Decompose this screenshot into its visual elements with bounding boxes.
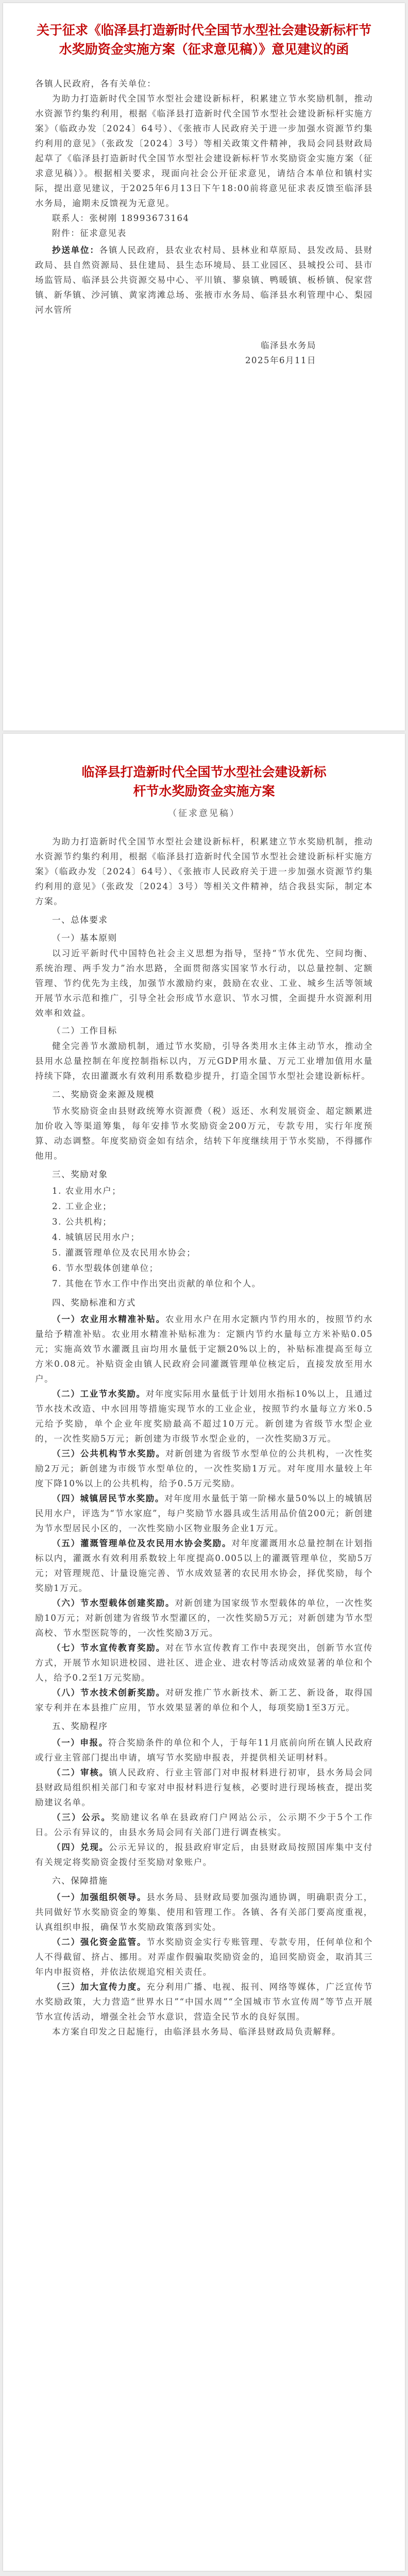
safeguard-text: 县水务局、县财政局要加强沟通协调，明确职责分工，共同做好节水奖励资金的筹集、使用和管理工作。各镇、各有关部门要高度重视，认真组织申报，确保节水奖励政策落到实处。	[35, 1892, 373, 1932]
standard-text: 对年度灌溉用水总量控制在计划指标以内，灌溉水有效利用系数较上年度提高0.005以上的灌溉管理单位，奖励5万元；对管理规范、计量设施完善、节水成效显著的农民用水协会，择优奖励，每个奖励1万元。	[35, 1538, 373, 1593]
letter-contact: 联系人：张树刚 18993673164	[52, 213, 190, 223]
scheme-subtitle: （征求意见稿）	[168, 808, 240, 819]
standard-text: 对研发推广节水新技术、新工艺、新设备，取得国家专利并在本县推广应用，节水效果显著的单位和个人，每项奖励1至3万元。	[35, 1688, 373, 1713]
scheme-body	[3, 834, 405, 2039]
letter-recipients-text: 各镇人民政府，县农业农村局、县林业和草原局、县发改局、县财政局、县自然资源局、县住建局、县生态环境局、县工业园区、县城投公司、县市场监管局、临泽县公共资源交易中心、平川镇、蓼泉镇、鸭暖镇、板桥镇、倪家营镇、新华镇、沙河镇、黄家湾滩总场、张掖市水务局、临泽县水利管理中心、梨园河水管所	[35, 245, 373, 315]
standard-lead: （八）节水技术创新奖励。	[52, 1688, 165, 1698]
standard-text: 对新创建为国家级节水型载体的单位，一次性奖励10万元；对新创建为省级节水型灌区的，一次性奖励5万元；对新创建为节水型高校、节水型医院等的，一次性奖励3万元。	[35, 1598, 373, 1638]
closing-text: 本方案自印发之日起施行，由临泽县水务局、临泽县财政局负责解释。	[52, 2027, 342, 2037]
standard-lead: （五）灌溉管理单位及农民用水协会奖励。	[52, 1538, 232, 1548]
letter-recipients-label: 抄送单位：	[52, 245, 99, 255]
safeguard-item	[35, 1979, 373, 2024]
standard-lead: （六）节水型载体创建奖励。	[52, 1598, 175, 1608]
procedure-item	[35, 1840, 373, 1870]
standard-item	[35, 1446, 373, 1491]
target-item: 1. 农业用水户；	[52, 1186, 122, 1196]
safeguard-lead: （二）强化资金监管。	[52, 1937, 147, 1947]
scheme-intro: 为助力打造新时代全国节水型社会建设新标杆，积累建立节水奖励机制，推动水资源节约集约利用，根据《临泽县打造新时代全国节水型社会建设新标杆实施方案》（临政办发〔2024〕64号）、《张掖市人民政府关于进一步加强水资源节约集约利用的意见》（张政发〔2024〕3号）等相关文件精神，结合我县实际，制定本方案。	[35, 837, 373, 906]
section-heading-general: 一、总体要求	[52, 915, 108, 925]
funding-text: 节水奖励资金由县财政统筹水资源费（税）返还、水利发展资金、超定额累进加价收入等渠道筹集，每年安排节水奖励资金200万元，专款专用，实行年度预算、动态调整。年度奖励资金如有结余，结转下年度继续用于节水奖励，不得挪作他用。	[35, 1106, 373, 1161]
letter-title: 关于征求《临泽县打造新时代全国节水型社会建设新标杆节水奖励资金实施方案（征求意见稿）》意见建议的函	[36, 23, 371, 57]
standard-lead: （七）节水宣传教育奖励。	[52, 1643, 165, 1653]
target-item: 3. 公共机构；	[52, 1217, 112, 1227]
standard-lead: （二）工业节水奖励。	[52, 1389, 146, 1399]
standard-text: 对年度用水量低于第一阶梯水量50%以上的城镇居民用水户，评选为“节水家庭”，每户奖励节水器具或生活用品价值200元；新创建为节水型居民小区的，一次性奖励小区物业服务企业1万元。	[35, 1494, 373, 1533]
standard-item	[35, 1596, 373, 1640]
section-heading-targets: 三、奖励对象	[52, 1170, 108, 1179]
target-item: 5. 灌溉管理单位及农民用水协会；	[52, 1248, 196, 1258]
target-item: 7. 其他在节水工作中作出突出贡献的单位和个人。	[52, 1279, 261, 1289]
letter-paragraph: 为助力打造新时代全国节水型社会建设新标杆，积累建立节水奖励机制，推动水资源节约集约利用，根据《临泽县打造新时代全国节水型社会建设新标杆实施方案》（临政办发〔2024〕64号）、《张掖市人民政府关于进一步加强水资源节约集约利用的意见》（张政发〔2024〕3号）等相关政策文件精神，我局会同县财政局起草了《临泽县打造新时代全国节水型社会建设新标杆节水奖励资金实施方案（征求意见稿）》。根据相关要求，现面向社会公开征求意见，请结合本单位和镇村实际，提出意见建议，于2025年6月13日下午18:00前将意见征求表反馈至临泽县水务局，逾期未反馈视为无意见。	[35, 94, 373, 208]
procedure-text: 符合奖励条件的单位和个人，于每年11月底前向所在镇人民政府或行业主管部门提出申请，填写节水奖励申报表，并提供相关证明材料。	[35, 1738, 373, 1762]
letter-body	[3, 76, 405, 368]
letter-salutation: 各镇人民政府，各有关单位：	[35, 79, 157, 89]
safeguard-item	[35, 1935, 373, 1979]
letter-page	[3, 3, 405, 731]
procedure-text: 奖励建议名单在县政府门户网站公示，公示期不少于5个工作日。公示有异议的，由县水务局会同有关部门进行调查核实。	[35, 1812, 373, 1837]
procedure-lead: （一）申报。	[52, 1738, 108, 1748]
procedure-item	[35, 1810, 373, 1840]
standard-item	[35, 1685, 373, 1715]
safeguard-text: 充分利用广播、电视、报刊、网络等媒体，广泛宣传节水奖励政策，大力营造“世界水日”“中国水周”“全国城市节水宣传周”等节点开展节水宣传活动，增强全社会节水意识，营造全民节水的良好氛围。	[35, 1982, 373, 2022]
standard-text: 对年度实际用水量低于计划用水指标10%以上，且通过节水技术改造、中水回用等措施实现节水的工业企业，按照节约水量每立方米0.5元给予奖励，单个企业年度奖励最高不超过10万元。新创建为省级节水型企业的，一次性奖励5万元；新创建为市级节水型企业的，一次性奖励3万元。	[35, 1389, 373, 1444]
standard-lead: （四）城镇居民节水奖励。	[52, 1494, 165, 1503]
section-heading-procedure: 五、奖励程序	[52, 1721, 108, 1731]
procedure-item	[35, 1765, 373, 1810]
section-heading-funding: 二、奖励资金来源及规模	[52, 1090, 155, 1099]
safeguard-lead: （一）加强组织领导。	[52, 1892, 147, 1902]
section-heading-standards: 四、奖励标准和方式	[52, 1298, 136, 1308]
subheading-goal: （二）工作目标	[52, 1026, 117, 1036]
procedure-text: 镇人民政府、行业主管部门对申报材料进行初审，县水务局会同县财政局组织相关部门和专家对申报材料进行复核，必要时进行现场核查，提出奖励建议名单。	[35, 1768, 373, 1807]
standard-item	[35, 1312, 373, 1386]
procedure-lead: （三）公示。	[52, 1812, 111, 1822]
scheme-page	[3, 734, 405, 2571]
standard-lead: （一）农业用水精准补贴。	[52, 1314, 165, 1324]
standard-item	[35, 1536, 373, 1596]
goal-text: 健全完善节水激励机制，通过节水奖励，引导各类用水主体主动节水，推动全县用水总量控制在年度控制指标以内，万元GDP用水量、万元工业增加值用水量持续下降，农田灌溉水有效利用系数稳步提升，打造全国节水型社会建设新标杆。	[35, 1041, 373, 1081]
procedure-lead: （四）兑现。	[52, 1842, 109, 1852]
procedure-text: 公示无异议的，报县政府审定后，由县财政局按照国库集中支付有关规定将奖励资金拨付至奖励对象账户。	[35, 1842, 373, 1867]
standard-text: 农业用水户在用水定额内节约用水的，按照节约水量给予精准补贴。农业用水精准补贴标准为：定额内节约水量每立方米补贴0.05元；实施高效节水灌溉且亩均用水量低于定额20%以上的，补贴标准提高至每立方米0.08元。补贴资金由镇人民政府会同灌溉管理单位核定后，直接发放至用水户。	[35, 1314, 373, 1384]
standard-item	[35, 1640, 373, 1685]
standard-text: 对在节水宣传教育工作中表现突出，创新节水宣传方式，开展节水知识进校园、进社区、进企业、进农村等活动成效显著的单位和个人，给予0.2至1万元奖励。	[35, 1643, 373, 1683]
target-item: 2. 工业企业；	[52, 1201, 112, 1211]
subheading-principle: （一）基本原则	[52, 933, 117, 943]
letter-recipients	[35, 243, 373, 317]
standard-lead: （三）公共机构节水奖励。	[52, 1449, 165, 1459]
standard-text: 对新创建为省级节水型单位的公共机构，一次性奖励2万元；新创建为市级节水型单位的，一次性奖励1万元。对年度用水量较上年度下降10%以上的公共机构，给予0.5万元奖励。	[35, 1449, 373, 1488]
safeguard-text: 节水奖励资金实行专账管理、专款专用，任何单位和个人不得截留、挤占、挪用。对弄虚作假骗取奖励资金的，追回奖励资金，取消其三年内申报资格，并依法依规追究相关责任。	[35, 1937, 373, 1977]
procedure-item	[35, 1735, 373, 1765]
letter-signer: 临泽县水务局	[261, 341, 316, 350]
standard-item	[35, 1386, 373, 1446]
letter-date: 2025年6月11日	[245, 355, 316, 365]
principle-text: 以习近平新时代中国特色社会主义思想为指导，坚持“节水优先、空间均衡、系统治理、两手发力”治水思路，全面贯彻落实国家节水行动，以总量控制、定额管理、节约优先为主线，加强节水激励约束，鼓励在农业、工业、城乡生活等领域开展节水示范和推广，引导全社会形成节水意识、节水习惯，全面提升水资源利用效率和效益。	[35, 948, 373, 1018]
target-item: 6. 节水型载体创建单位；	[52, 1263, 159, 1273]
procedure-lead: （二）审核。	[52, 1768, 109, 1777]
scheme-title: 临泽县打造新时代全国节水型社会建设新标杆节水奖励资金实施方案	[81, 765, 327, 799]
safeguard-item	[35, 1890, 373, 1935]
standard-item	[35, 1491, 373, 1536]
letter-attachment: 附件：征求意见表	[52, 228, 127, 238]
section-heading-safeguards: 六、保障措施	[52, 1876, 108, 1886]
target-item: 4. 城镇居民用水户；	[52, 1232, 140, 1242]
safeguard-lead: （三）加大宣传力度。	[52, 1982, 147, 1992]
